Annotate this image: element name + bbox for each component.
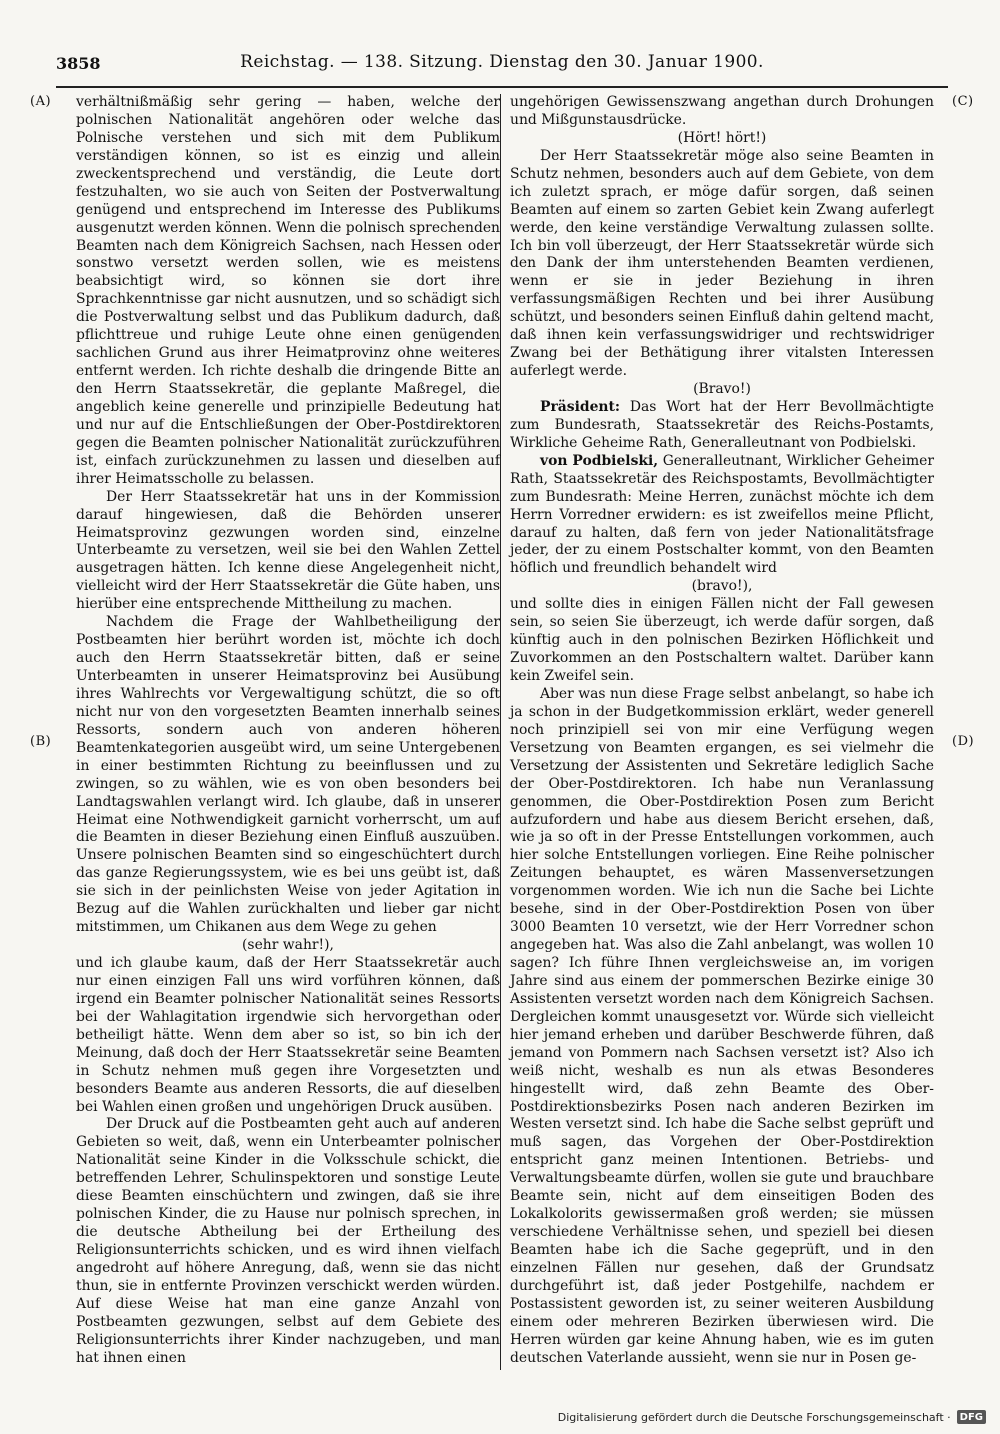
paragraph: Der Herr Staatssekretär möge also seine Beamten in Schutz nehmen, besonders auch auf dem Gebiete, von dem ich zuletzt sprach, er möge dafür sorgen, daß seinen Beamten auf einem so zarten Gebiet kein Zwang auferlegt werde, den keine verständige Verwaltung zulassen sollte. Ich bin voll überzeugt, der Herr Staatssekretär würde sich den Dank der ihm unterstehenden Beamten verdienen, wenn er sie in jeder Beziehung in ihren verfassungsmäßigen Rechten und bei ihrer Ausübung schützt, und besonders seinen Einfluß dahin geltend macht, daß ihnen kein verfassungswidriger und rechtswidriger Zwang bei der Bethätigung ihrer vitalsten Interessen auferlegt werde. xyxy=(510,147,934,380)
speaker-name-podbielski: von Podbielski, xyxy=(540,452,659,469)
paragraph: ungehörigen Gewissenszwang angethan durch Drohungen und Mißgunstausdrücke. xyxy=(510,94,934,128)
speech-president xyxy=(510,399,934,453)
interjection: (sehr wahr!), xyxy=(242,937,334,954)
interjection: (bravo!), xyxy=(691,578,753,595)
header-rule xyxy=(56,86,948,88)
paragraph: und ich glaube kaum, daß der Herr Staatssekretär auch nur einen einzigen Fall uns wird vorführen können, daß irgend ein Beamter polnischer Nationalität seines Ressorts bei der Wahlagitation irgendwie sich hervorgethan oder betheiligt hätte. Wenn dem aber so ist, so bin ich der Meinung, daß doch der Herr Staatssekretär seine Beamten in Schutz nehmen muß gegen ihre Vorgesetzten und besonders Beamte aus anderen Ressorts, die auf dieselben bei Wahlen einen großen und ungehörigen Druck ausüben. xyxy=(76,955,500,1115)
credit-text: Digitalisierung gefördert durch die Deutsche Forschungsgemeinschaft · xyxy=(557,1410,951,1424)
interjection: (Hört! hört!) xyxy=(677,129,767,146)
right-column xyxy=(510,94,934,1368)
page-header xyxy=(56,50,948,80)
margin-marker-d: (D) xyxy=(952,734,975,749)
paragraph: Der Druck auf die Postbeamten geht auch auf anderen Gebieten so weit, daß, wenn ein Unterbeamter polnischer Nationalität seine Kinder in die Volksschule schickt, die betreffenden Lehrer, Schulinspektoren und sonstige Leute diese Beamten einschüchtern und zwingen, daß sie ihre polnischen Kinder, die zu Hause nur polnisch sprechen, in die deutsche Abtheilung bei der Ertheilung des Religionsunterrichts schicken, und es wird ihnen vielfach angedroht auf höhere Anregung, daß, wenn sie das nicht thun, sie in entfernte Provinzen verschickt werden würden. Auf diese Weise hat man eine ganze Anzahl von Postbeamten gezwungen, selbst auf dem Gebiete des Religionsunterrichts ihrer Kinder nachzugeben, und man hat ihnen einen xyxy=(76,1116,500,1366)
margin-marker-c: (C) xyxy=(952,94,974,109)
margin-marker-a: (A) xyxy=(30,94,52,109)
paragraph: Aber was nun diese Frage selbst anbelangt, so habe ich ja schon in der Budgetkommission erklärt, weder generell noch prinzipiell sei von mir eine Verfügung wegen Versetzung von Beamten ergangen, es sei vielmehr die Versetzung der Assistenten und Sekretäre lediglich Sache der Ober-Postdirektoren. Ich habe nun Veranlassung genommen, die Ober-Postdirektion Posen zum Bericht aufzufordern und habe aus diesem Bericht ersehen, daß, wie ja so oft in der Presse Entstellungen vorkommen, auch hier solche Entstellungen vorliegen. Eine Reihe polnischer Zeitungen behauptet, es wären Massenversetzungen vorgenommen worden. Wie ich nun die Sache bei Lichte besehe, sind in der Ober-Postdirektion Posen von über 3000 Beamten 10 versetzt, wie der Herr Vorredner schon angegeben hat. Was also die Zahl anbelangt, was wollen 10 sagen? Ich führe Ihnen vergleichsweise an, im vorigen Jahre sind aus einem der pommerschen Bezirke einige 30 Assistenten versetzt worden nach dem Königreich Sachsen. Dergleichen kommt unausgesetzt vor. Würde sich vielleicht hier jemand erheben und darüber Beschwerde führen, daß jemand von Pommern nach Sachsen versetzt ist? Also ich weiß nicht, weshalb es nun als etwas Besonderes hingestellt wird, daß zehn Beamte des Ober-Postdirektionsbezirks Posen nach anderen Bezirken im Westen versetzt sind. Ich habe die Sache selbst geprüft und muß sagen, das Vorgehen der Ober-Postdirektion entspricht ganz meinen Intentionen. Betriebs- und Verwaltungsbeamte dürfen, wollen sie gute und brauchbare Beamte sein, nicht auf dem einseitigen Boden des Lokalkolorits gewissermaßen groß werden; sie müssen verschiedene Verhältnisse sehen, und speziell bei diesen Beamten habe ich die Sache gegeprüft, und in den einzelnen Fällen nur gesehen, daß der Grundsatz durchgeführt ist, daß jeder Postgehilfe, nachdem er Postassistent geworden ist, zu seiner weiteren Ausbildung einem oder mehreren Bezirken überwiesen wird. Die Herren würden gar keine Ahnung haben, wie es im guten deutschen Vaterlande aussieht, wenn sie nur in Posen ge- xyxy=(510,685,934,1366)
speech-podbielski xyxy=(510,453,934,579)
column-divider xyxy=(500,94,501,1370)
paragraph: Der Herr Staatssekretär hat uns in der Kommission darauf hingewiesen, daß die Behörden unserer Heimatsprovinz gezwungen worden sind, einzelne Unterbeamte zu versetzen, weil sie bei den Wahlen Zettel ausgetragen hätten. Ich kenne diese Angelegenheit nicht, vielleicht wird der Herr Staatssekretär die Güte haben, uns hierüber eine entsprechende Mittheilung zu machen. xyxy=(76,488,500,613)
paragraph: und sollte dies in einigen Fällen nicht der Fall gewesen sein, so seien Sie überzeugt, ich werde dafür sorgen, daß künftig auch in den polnischen Bezirken Höflichkeit und Zuvorkommen an den Postschaltern waltet. Darüber kann kein Zweifel sein. xyxy=(510,596,934,684)
dfg-logo-icon: DFG xyxy=(957,1410,986,1424)
interjection: (Bravo!) xyxy=(693,381,751,397)
left-column xyxy=(76,94,500,1368)
margin-marker-b: (B) xyxy=(30,734,52,749)
footer-credit xyxy=(558,1410,986,1424)
speech-text: Das Wort hat der Herr Bevollmächtigte zum Bundesrath, Staatssekretär des Reichs-Postamts, Wirkliche Geheime Rath, Generalleutnant von Podbielski. xyxy=(510,398,934,451)
running-title: Reichstag. — 138. Sitzung. Dienstag den 30. Januar 1900. xyxy=(240,52,764,72)
paragraph: Nachdem die Frage der Wahlbetheiligung der Postbeamten hier berührt worden ist, möchte ich doch auch den Herrn Staatssekretär bitten, daß er seine Unterbeamten in unserer Heimatsprovinz bei Ausübung ihres Wahlrechts vor Vergewaltigung schützt, die so oft nicht nur von den vorgesetzten Beamten innerhalb seines Ressorts, sondern auch von anderen höheren Beamtenkategorien ausgeübt wird, um seine Untergebenen in einer bestimmten Richtung zu beeinflussen und zu zwingen, so zu wählen, wie es von oben besonders bei Landtagswahlen verlangt wird. Ich glaube, daß in unserer Heimat eine Nothwendigkeit garnicht vorherrscht, um auf die Beamten in dieser Beziehung einen Einfluß auszuüben. Unsere polnischen Beamten sind so eingeschüchtert durch das ganze Regierungssystem, wie es bei uns geübt ist, daß sie sich in der peinlichsten Weise von jeder Agitation in Bezug auf die Wahlen zurückhalten und lieber gar nicht mitstimmen, um Chikanen aus dem Wege zu gehen xyxy=(76,614,500,936)
speaker-name-president: Präsident: xyxy=(540,398,621,415)
page-number: 3858 xyxy=(56,54,101,73)
speech-text: Generalleutnant, Wirklicher Geheimer Rath, Staatssekretär des Reichspostamts, Bevollmächtigter zum Bundesrath: Meine Herren, zunächst möchte ich dem Herrn Vorredner erwidern: es ist zweifellos meine Pflicht, darauf zu halten, daß fern von jeder Nationalitätsfrage jeder, der zu einem Postschalter kommt, von den Beamten höflich und freundlich behandelt wird xyxy=(510,452,934,577)
paragraph: verhältnißmäßig sehr gering — haben, welche der polnischen Nationalität angehören oder welche das Polnische verstehen und sich mit dem Publikum verständigen können, so ist es einzig und allein zweckentsprechend und verständig, die Leute dort festzuhalten, wo sie auch von Seiten der Postverwaltung genügend und entsprechend im Interesse des Publikums ausgenutzt werden können. Wenn die polnisch sprechenden Beamten nach dem Königreich Sachsen, nach Hessen oder sonstwo versetzt werden sollen, wie es meistens beabsichtigt wird, so können sie dort ihre Sprachkenntnisse gar nicht ausnutzen, und so schädigt sich die Postverwaltung selbst und das Publikum dadurch, daß pflichttreue und ruhige Leute ohne einen genügenden sachlichen Grund aus ihrer Heimatprovinz ohne weiteres entfernt werden. Ich richte deshalb die dringende Bitte an den Herrn Staatssekretär, die geplante Maßregel, die angeblich keine generelle und prinzipielle Bedeutung hat und nur auf die Entschließungen der Ober-Postdirektoren gegen die Beamten polnischer Nationalität zurückzuführen ist, einfach zurückzunehmen zu lassen und dieselben auf ihrer Heimatsscholle zu belassen. xyxy=(76,94,500,487)
